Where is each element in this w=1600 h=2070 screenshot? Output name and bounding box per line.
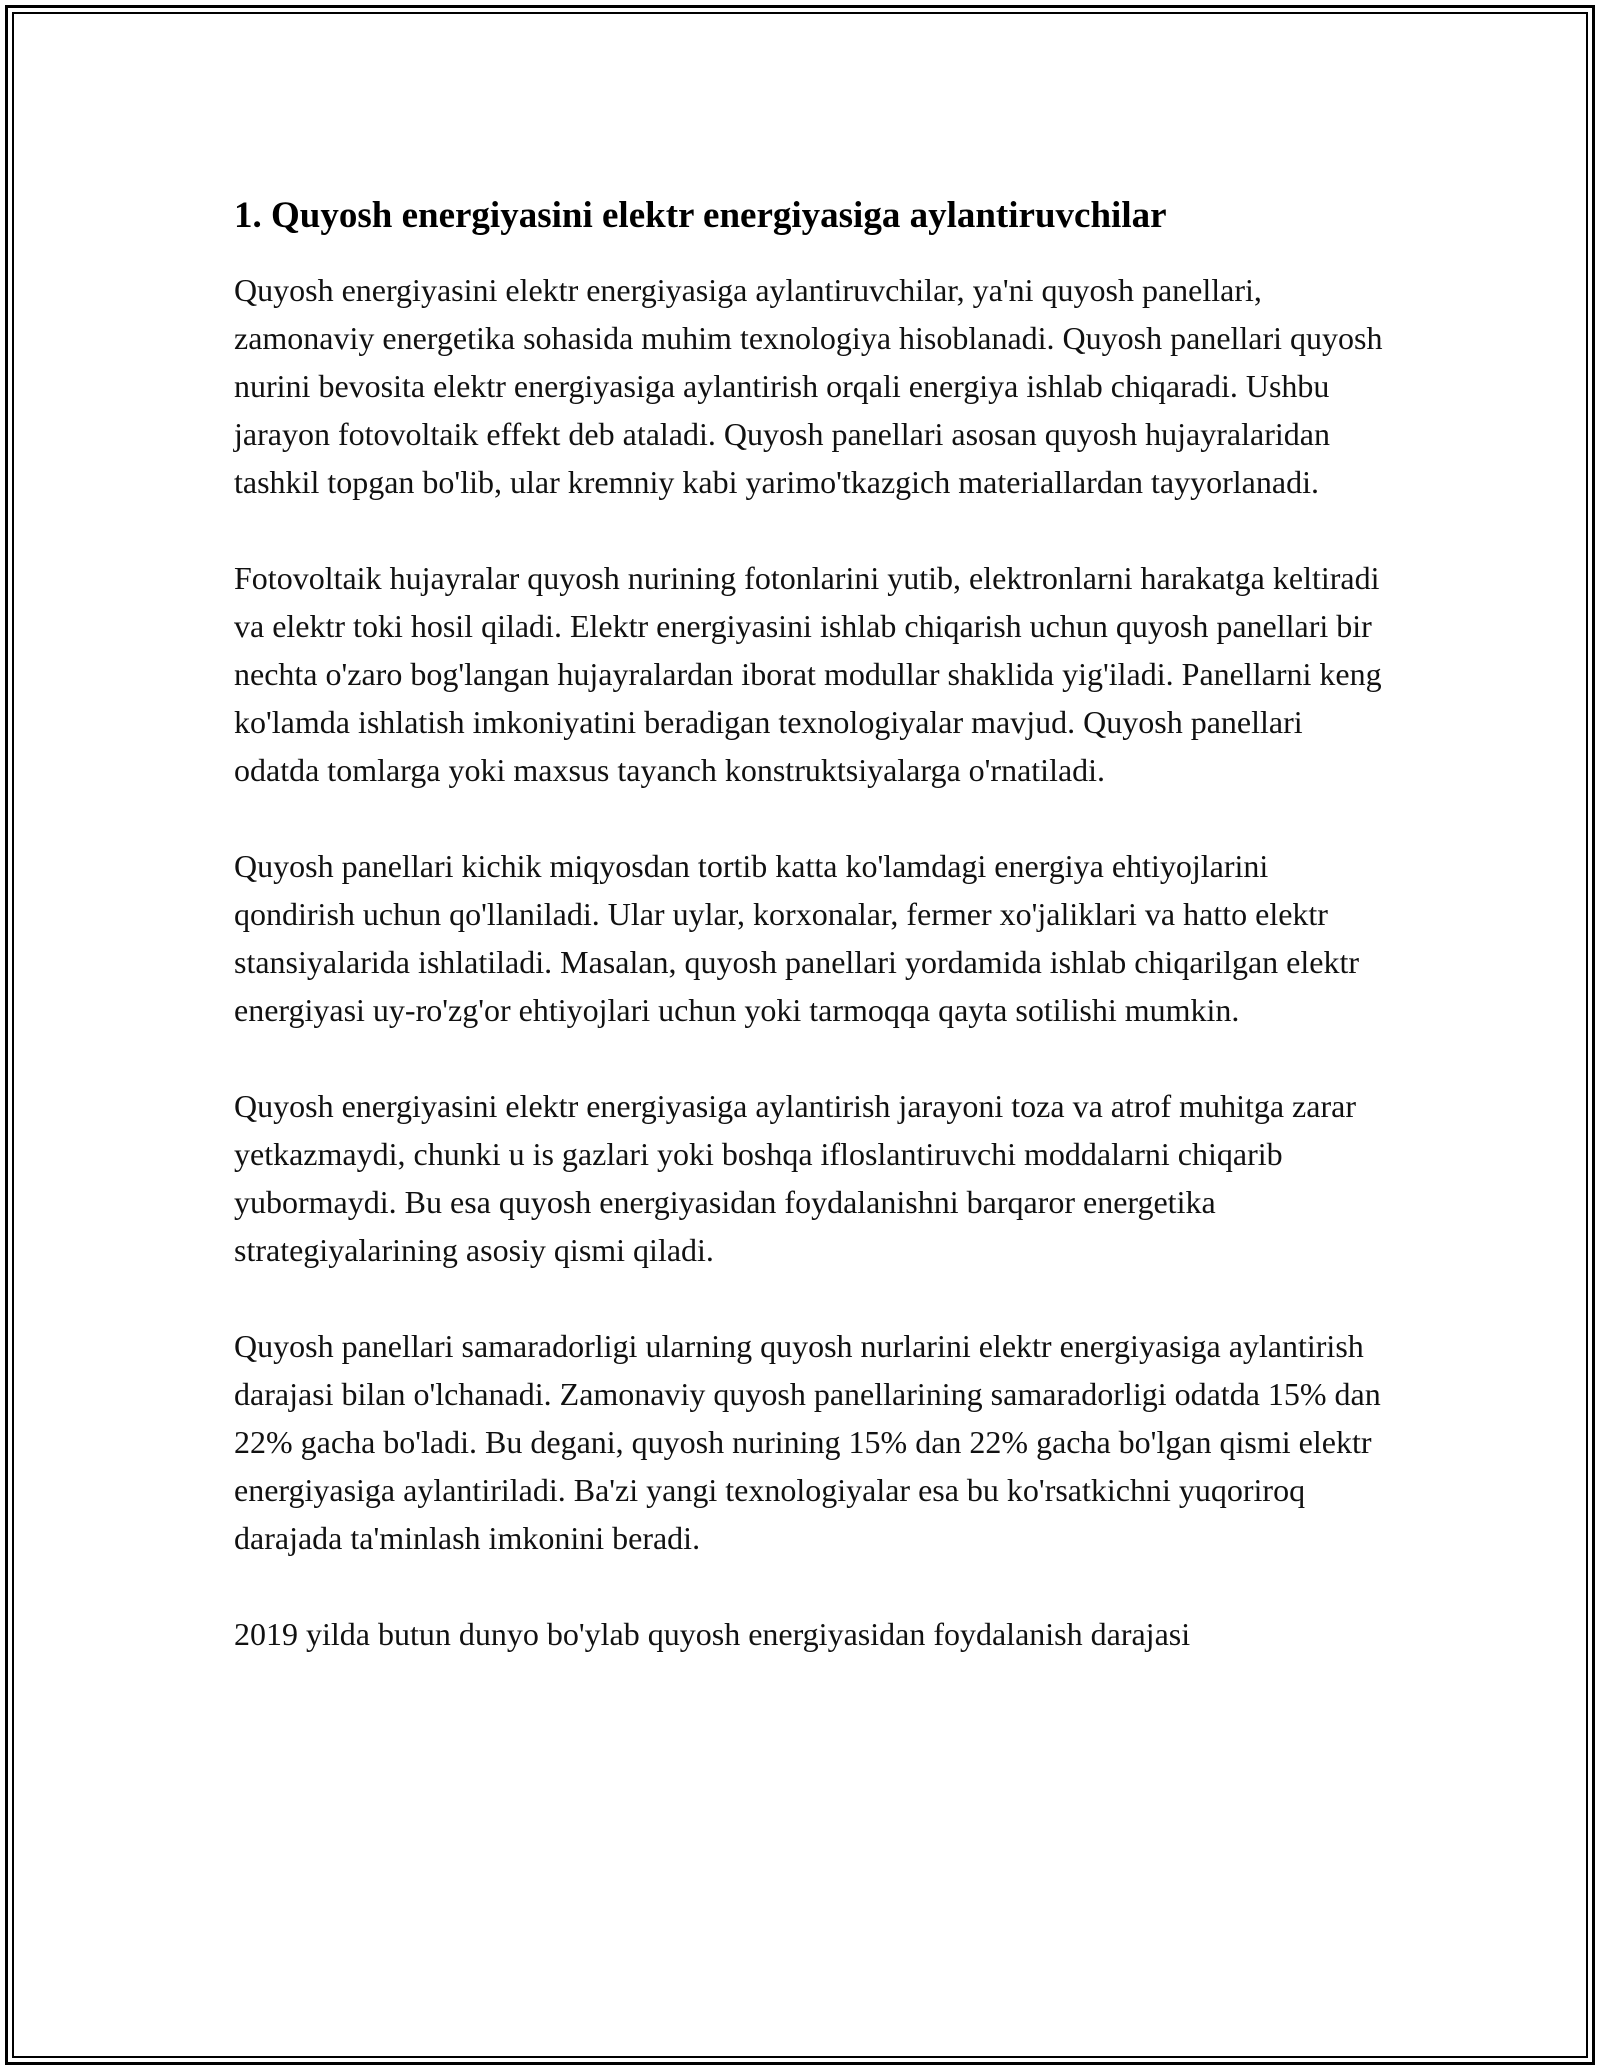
paragraph: Quyosh energiyasini elektr energiyasiga aylantiruvchilar, ya'ni quyosh panellari, zamonaviy energetika sohasida muhim texnologiya hisoblanadi. Quyosh panellari quyosh nurini bevosita elektr energiyasiga aylantirish orqali energiya ishlab chiqaradi. Ushbu jarayon fotovoltaik effekt deb ataladi. Quyosh panellari asosan quyosh hujayralaridan tashkil topgan bo'lib, ular kremniy kabi yarimo'tkazgich materiallardan tayyorlanadi. — [234, 272, 1383, 500]
paragraph: Quyosh panellari kichik miqyosdan tortib katta ko'lamdagi energiya ehtiyojlarini qondirish uchun qo'llaniladi. Ular uylar, korxonalar, fermer xo'jaliklari va hatto elektr stansiyalarida ishlatiladi. Masalan, quyosh panellari yordamida ishlab chiqarilgan elektr energiyasi uy-ro'zg'or ehtiyojlari uchun yoki tarmoqqa qayta sotilishi mumkin. — [234, 848, 1359, 1028]
document-title: 1. Quyosh energiyasini elektr energiyasiga aylantiruvchilar — [234, 195, 1167, 236]
document-body — [234, 188, 1394, 1706]
paragraph: Quyosh energiyasini elektr energiyasiga aylantirish jarayoni toza va atrof muhitga zarar yetkazmaydi, chunki u is gazlari yoki boshqa ifloslantiruvchi moddalarni chiqarib yubormaydi. Bu esa quyosh energiyasidan foydalanishni barqaror energetika strategiyalarining asosiy qismi qiladi. — [234, 1088, 1356, 1268]
paragraph: Quyosh panellari samaradorligi ularning quyosh nurlarini elektr energiyasiga aylantirish darajasi bilan o'lchanadi. Zamonaviy quyosh panellarining samaradorligi odatda 15% dan 22% gacha bo'ladi. Bu degani, quyosh nurining 15% dan 22% gacha bo'lgan qismi elektr energiyasiga aylantiriladi. Ba'zi yangi texnologiyalar esa bu ko'rsatkichni yuqoriroq darajada ta'minlash imkonini beradi. — [234, 1328, 1381, 1556]
paragraph: Fotovoltaik hujayralar quyosh nurining fotonlarini yutib, elektronlarni harakatga keltiradi va elektr toki hosil qiladi. Elektr energiyasini ishlab chiqarish uchun quyosh panellari bir nechta o'zaro bog'langan hujayralardan iborat modullar shaklida yig'iladi. Panellarni keng ko'lamda ishlatish imkoniyatini beradigan texnologiyalar mavjud. Quyosh panellari odatda tomlarga yoki maxsus tayanch konstruktsiyalarga o'rnatiladi. — [234, 560, 1382, 788]
paragraph: 2019 yilda butun dunyo bo'ylab quyosh energiyasidan foydalanish darajasi — [234, 1616, 1191, 1652]
